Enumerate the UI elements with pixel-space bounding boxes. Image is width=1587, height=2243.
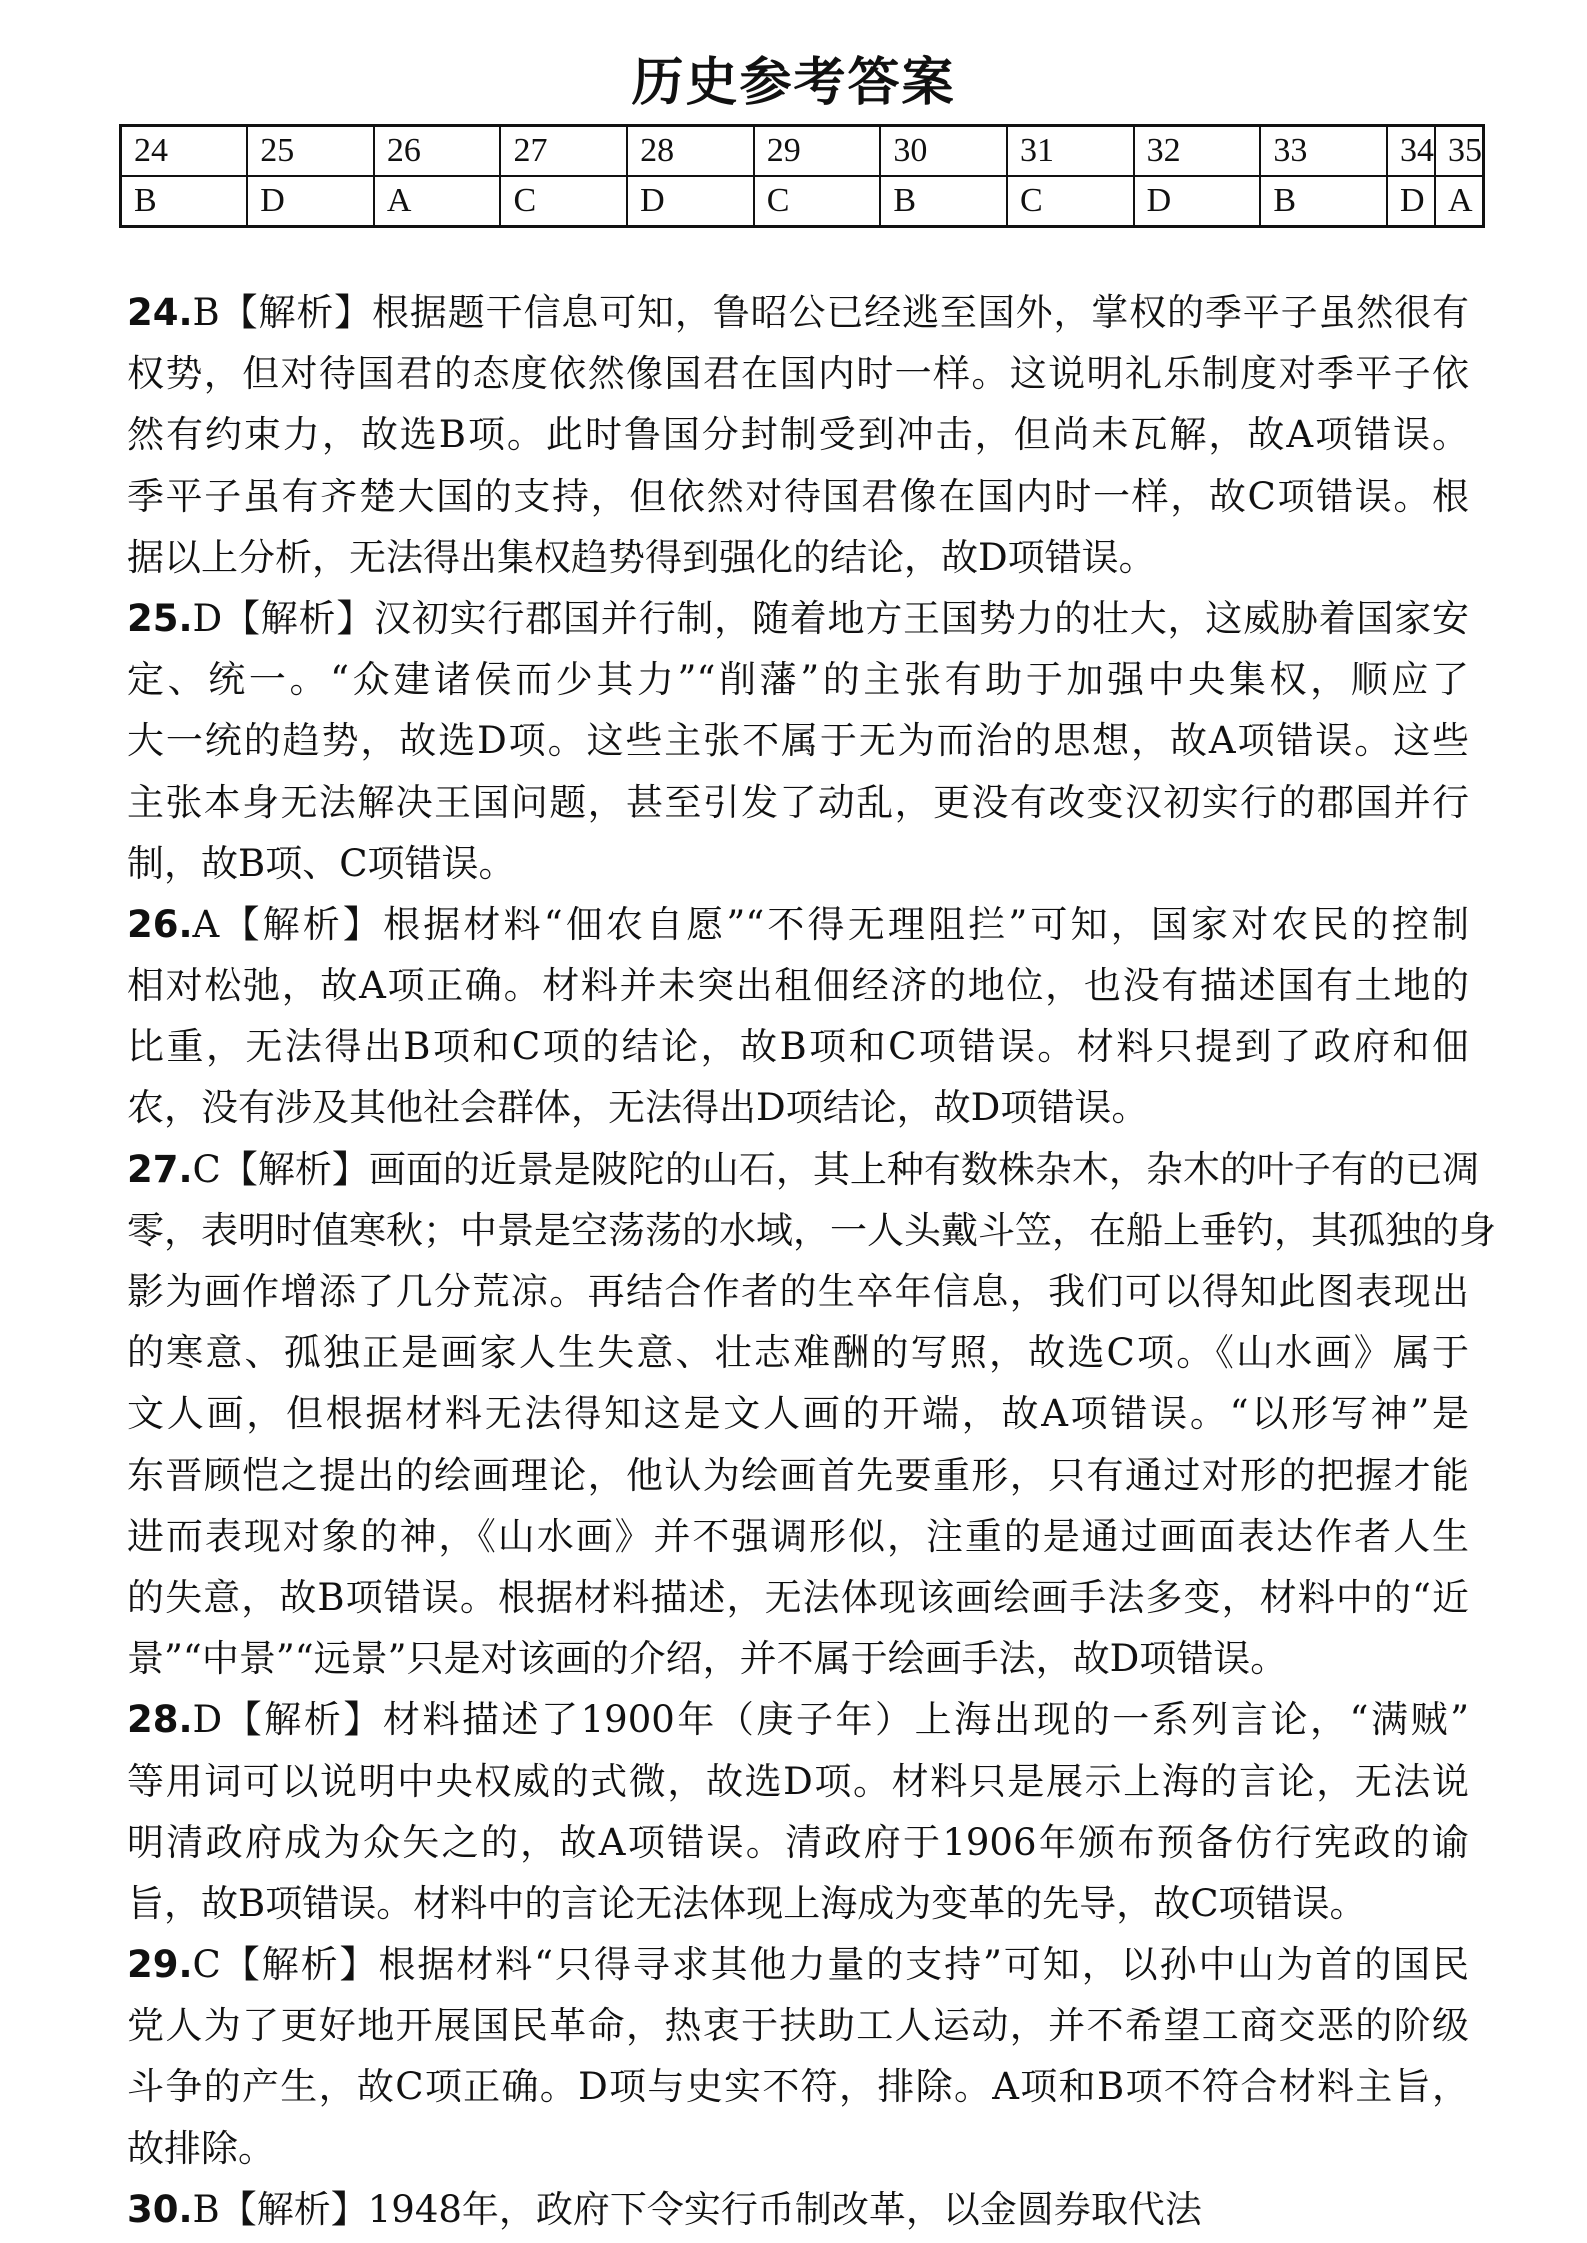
answer-row (121, 176, 1484, 227)
line-text: 的寒意、孤独正是画家人生失意、壮志难酬的写照，故选C项。《山水画》属于 (127, 1331, 1469, 1375)
explanation-paragraph (127, 894, 1469, 1139)
explanation-paragraph (127, 1689, 1469, 1934)
answer-cell: D (247, 176, 374, 227)
answer-letter: D (192, 596, 223, 640)
question-number-cell: 27 (500, 126, 627, 177)
line-text: 故排除。 (127, 2126, 275, 2170)
text-line (127, 527, 1469, 588)
text-line (127, 1995, 1469, 2056)
question-number-cell: 26 (374, 126, 501, 177)
text-line (127, 710, 1469, 771)
text-line (127, 1873, 1469, 1934)
answer-cell: B (1260, 176, 1387, 227)
line-text: 农，没有涉及其他社会群体，无法得出D项结论，故D项错误。 (127, 1086, 1149, 1130)
text-line (127, 2056, 1469, 2117)
line-text: 零，表明时值寒秋；中景是空荡荡的水域，一人头戴斗笠，在船上垂钓，其孤独的身 (127, 1208, 1496, 1252)
answer-cell: C (754, 176, 881, 227)
line-text: 东晋顾恺之提出的绘画理论，他认为绘画首先要重形，只有通过对形的把握才能 (127, 1453, 1469, 1497)
answer-letter: C (192, 1943, 221, 1987)
answer-letter: B (192, 291, 220, 334)
line-text: 进而表现对象的神，《山水画》并不强调形似，注重的是通过画面表达作者人生 (127, 1514, 1469, 1558)
text-line (127, 955, 1469, 1016)
answer-cell: A (374, 176, 501, 227)
text-line (127, 282, 1469, 343)
question-number: 29. (127, 1943, 193, 1987)
text-line (127, 1689, 1469, 1750)
question-number-cell: 33 (1260, 126, 1387, 177)
answer-letter: D (192, 1698, 223, 1742)
line-text: 党人为了更好地开展国民革命，热衷于扶助工人运动，并不希望工商交恶的阶级 (127, 2004, 1469, 2048)
line-text: 【解析】1948年，政府下令实行币制改革，以金圆券取代法 (219, 2187, 1202, 2231)
line-text: 制，故B项、C项错误。 (127, 841, 516, 885)
question-number: 28. (127, 1698, 193, 1742)
question-number-cell: 24 (121, 126, 248, 177)
text-line (127, 894, 1469, 955)
answer-table (119, 124, 1485, 228)
text-line (127, 1139, 1479, 1200)
text-line (127, 466, 1469, 527)
text-line (127, 1200, 1496, 1261)
answer-cell: A (1435, 176, 1484, 227)
answer-cell: C (1007, 176, 1134, 227)
line-text: 然有约束力，故选B项。此时鲁国分封制受到冲击，但尚未瓦解，故A项错误。 (127, 413, 1469, 457)
answer-cell: C (500, 176, 627, 227)
text-line (127, 1445, 1469, 1506)
line-text: 季平子虽有齐楚大国的支持，但依然对待国君像在国内时一样，故C项错误。根 (127, 474, 1469, 518)
text-line (127, 649, 1469, 710)
question-number-cell: 28 (627, 126, 754, 177)
explanations (127, 282, 1496, 2240)
question-number: 30. (127, 2187, 193, 2231)
text-line (127, 1506, 1469, 1567)
line-text: 景”“中景”“远景”只是对该画的介绍，并不属于绘画手法，故D项错误。 (127, 1637, 1288, 1681)
line-text: 【解析】汉初实行郡国并行制，随着地方王国势力的壮大，这威胁着国家安 (222, 596, 1469, 640)
text-line (127, 1016, 1469, 1077)
page-title: 历史参考答案 (631, 53, 956, 113)
line-text: 【解析】根据材料“只得寻求其他力量的支持”可知，以孙中山为首的国民 (220, 1943, 1469, 1987)
answer-letter: B (192, 2187, 220, 2231)
answer-cell: D (627, 176, 754, 227)
line-text: 斗争的产生，故C项正确。D项与史实不符，排除。A项和B项不符合材料主旨， (127, 2065, 1469, 2109)
text-line (127, 833, 1469, 894)
text-line (127, 1322, 1469, 1383)
answer-cell: B (121, 176, 248, 227)
line-text: 据以上分析，无法得出集权趋势得到强化的结论，故D项错误。 (127, 535, 1156, 579)
text-line (127, 772, 1469, 833)
line-text: 权势，但对待国君的态度依然像国君在国内时一样。这说明礼乐制度对季平子依 (127, 352, 1469, 396)
line-text: 【解析】画面的近景是陂陀的山石，其上种有数株杂木，杂木的叶子有的已凋 (220, 1147, 1479, 1191)
line-text: 文人画，但根据材料无法得知这是文人画的开端，故A项错误。“以形写神”是 (127, 1392, 1469, 1436)
text-line (127, 588, 1469, 649)
question-number: 24. (127, 291, 193, 334)
line-text: 主张本身无法解决王国问题，甚至引发了动乱，更没有改变汉初实行的郡国并行 (127, 780, 1469, 824)
text-line (127, 1934, 1469, 1995)
explanation-paragraph (127, 1934, 1469, 2179)
text-line (127, 1261, 1469, 1322)
question-number-cell: 30 (880, 126, 1007, 177)
explanation-paragraph (127, 1139, 1496, 1690)
line-text: 【解析】根据材料“佃农自愿”“不得无理阻拦”可知，国家对农民的控制 (219, 902, 1469, 946)
line-text: 相对松弛，故A项正确。材料并未突出租佃经济的地位，也没有描述国有土地的 (127, 964, 1469, 1008)
line-text: 影为画作增添了几分荒凉。再结合作者的生卒年信息，我们可以得知此图表现出 (127, 1270, 1469, 1313)
line-text: 明清政府成为众矢之的，故A项错误。清政府于1906年颁布预备仿行宪政的谕 (127, 1820, 1469, 1864)
question-number-cell: 34 (1387, 126, 1435, 177)
question-number-row (121, 126, 1484, 177)
text-line (127, 1812, 1469, 1873)
text-line (127, 404, 1469, 465)
text-line (127, 1383, 1469, 1444)
answer-letter: C (192, 1147, 221, 1191)
line-text: 【解析】材料描述了1900年（庚子年）上海出现的一系列言论，“满贼” (222, 1698, 1469, 1742)
text-line (127, 343, 1469, 404)
explanation-paragraph (127, 2179, 1469, 2240)
question-number-cell: 31 (1007, 126, 1134, 177)
question-number-cell: 32 (1134, 126, 1261, 177)
question-number: 25. (127, 596, 193, 640)
line-text: 的失意，故B项错误。根据材料描述，无法体现该画绘画手法多变，材料中的“近 (127, 1575, 1469, 1619)
line-text: 比重，无法得出B项和C项的结论，故B项和C项错误。材料只提到了政府和佃 (127, 1025, 1469, 1069)
text-line (127, 1628, 1469, 1689)
line-text: 【解析】根据题干信息可知，鲁昭公已经逃至国外，掌权的季平子虽然很有 (219, 291, 1469, 334)
explanation-paragraph (127, 282, 1469, 588)
text-line (127, 1077, 1469, 1138)
answer-cell: D (1134, 176, 1261, 227)
text-line (127, 1567, 1469, 1628)
line-text: 旨，故B项错误。材料中的言论无法体现上海成为变革的先导，故C项错误。 (127, 1881, 1367, 1925)
explanation-paragraph (127, 588, 1469, 894)
question-number: 26. (127, 902, 193, 946)
answer-letter: A (192, 902, 220, 946)
line-text: 定、统一。“众建诸侯而少其力”“削藩”的主张有助于加强中央集权，顺应了 (127, 658, 1469, 702)
line-text: 大一统的趋势，故选D项。这些主张不属于无为而治的思想，故A项错误。这些 (127, 719, 1469, 763)
text-line (127, 2179, 1469, 2240)
answer-cell: B (880, 176, 1007, 227)
question-number: 27. (127, 1147, 193, 1191)
question-number-cell: 29 (754, 126, 881, 177)
text-line (127, 2118, 1469, 2179)
line-text: 等用词可以说明中央权威的式微，故选D项。材料只是展示上海的言论，无法说 (127, 1759, 1469, 1803)
answer-cell: D (1387, 176, 1435, 227)
question-number-cell: 35 (1435, 126, 1484, 177)
text-line (127, 1751, 1469, 1812)
question-number-cell: 25 (247, 126, 374, 177)
